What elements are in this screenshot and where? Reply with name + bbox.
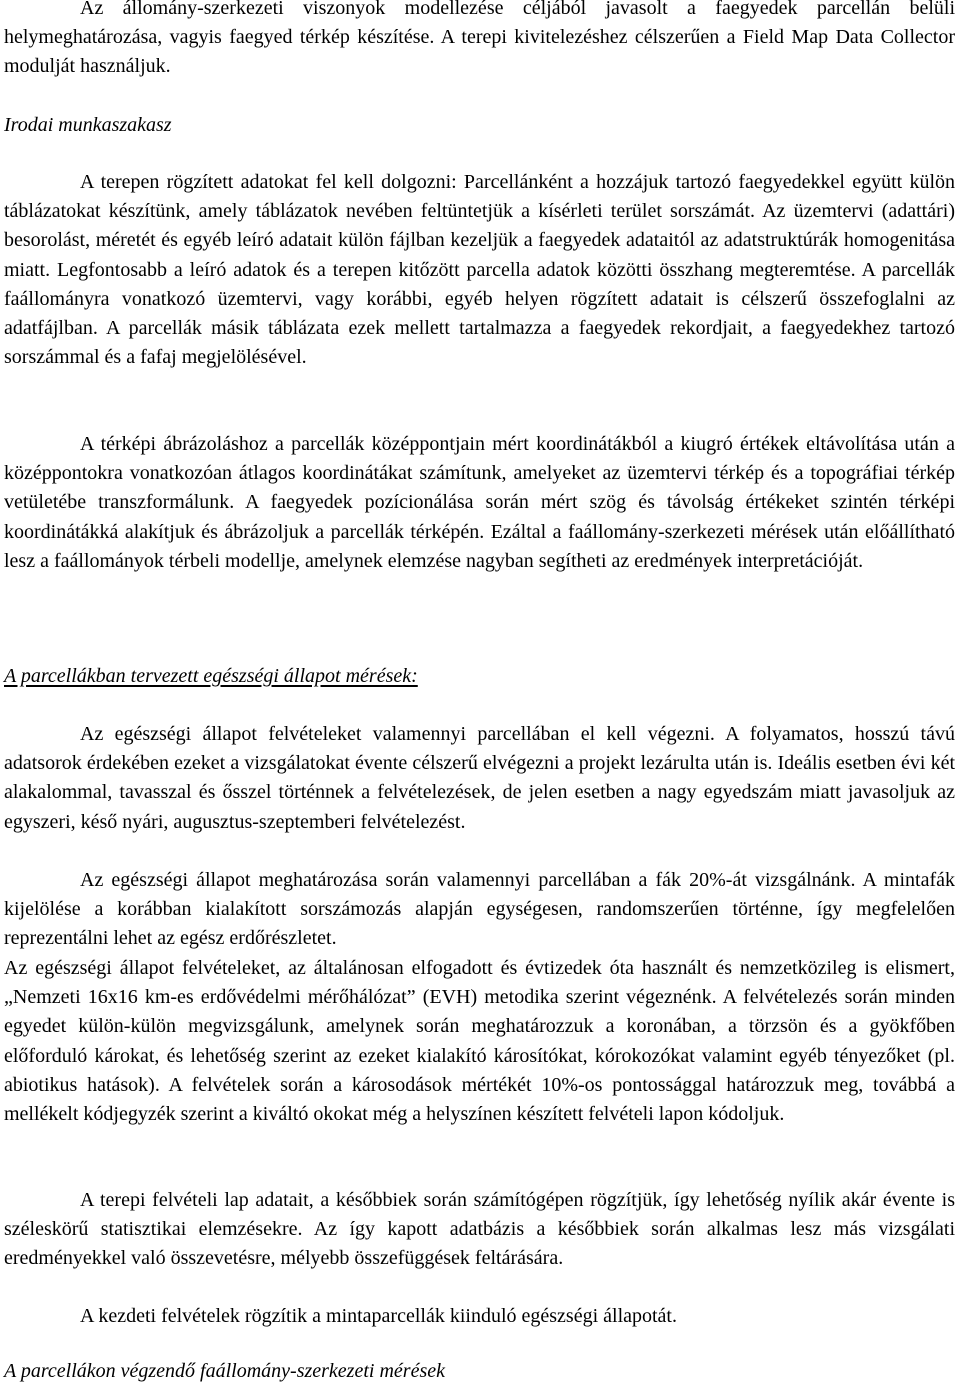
office-paragraph-2: A térképi ábrázoláshoz a parcellák középpontjain mért koordinátákból a kiugró értékek eltávolítása után a középpontokra vonatkozóan átlagos koordinátákat számítunk, amelyeket az üzemtervi térkép és a topográfiai térkép vetületébe transzformálunk. A faegyedek pozícionálása során mért szög és távolság értékeket szintén térképi koordinátákká alakítjuk és ábrázoljuk a parcellák térképén. Ezáltal a faállomány-szerkezeti mérések után előállítható lesz a faállományok térbeli modellje, amelynek elemzése nagyban segítheti az eredmények interpretációját.: [4, 433, 955, 572]
health-paragraph-4: A terepi felvételi lap adatait, a későbbiek során számítógépen rögzítjük, így lehetőség nyílik akár évente is széleskörű statisztikai elemzésekre. Az így kapott adatbázis a későbbiek során alkalmas lesz más vizsgálati eredményekkel való összevetésre, mélyebb összefüggések feltárására.: [4, 1189, 955, 1270]
health-section-heading: A parcellákban tervezett egészségi állapot mérések:: [4, 665, 418, 687]
office-paragraph-1: A terepen rögzített adatokat fel kell dolgozni: Parcellánként a hozzájuk tartozó faegyedekkel együtt külön táblázatokat készítünk, amely táblázatok nevében feltüntetjük a kísérleti terület sorszámát. Az üzemtervi (adattári) besorolást, méretét és egyéb leíró adatait külön fájlban kezeljük a faegyedek adataitól az adatstruktúrák homogenitása miatt. Legfontosabb a leíró adatok és a terepen kitőzött parcella adatok közötti összhang megteremtése. A parcellák faállományra vonatkozó üzemtervi, vagy korábbi, egyéb helyen rögzített adatait is célszerű összefoglalni az adatfájlban. A parcellák másik táblázata ezek mellett tartalmazza a faegyedek rekordjait, a faegyedekhez tartozó sorszámmal és a fafaj megjelölésével.: [4, 171, 955, 369]
health-paragraph-3: Az egészségi állapot felvételeket, az általánosan elfogadott és évtizedek óta használt és nemzetközileg is elismert, „Nemzeti 16x16 km-es erdővédelmi mérőhálózat” (EVH) metodika szerint végeznénk. A felvételezés során minden egyedet külön-külön megvizsgálunk, amelynek során meghatározzuk a koronában, a törzsön és a gyökfőben előforduló károkat, és lehetőség szerint az ezeket kialakító károsítókat, kórokozókat valamint egyéb tényezőket (pl. abiotikus hatások). A felvételek során a károsodások mértékét 10%-os pontossággal határozzuk meg, továbbá a mellékelt kódjegyzék szerint a kiváltó okokat még a helyszínen készített felvételi lapon kódoljuk.: [4, 957, 955, 1126]
stand-structure-heading: A parcellákon végzendő faállomány-szerkezeti mérések: [4, 1360, 445, 1382]
health-paragraph-5: A kezdeti felvételek rögzítik a mintaparcellák kiinduló egészségi állapotát.: [80, 1305, 677, 1327]
health-paragraph-2: Az egészségi állapot meghatározása során valamennyi parcellában a fák 20%-át vizsgálnánk. A mintafák kijelölése a korábban kialakított sorszámozás alapján egységesen, randomszerűen történne, így megfelelően reprezentálni lehet az egész erdőrészletet.: [4, 869, 955, 950]
health-paragraph-1: Az egészségi állapot felvételeket valamennyi parcellában el kell végezni. A folyamatos, hosszú távú adatsorok érdekében ezeket a vizsgálatokat évente célszerű elvégezni a projekt lezárulta után is. Ideális esetben évi két alakalommal, tavasszal és ősszel történnek a felvételezések, de jelen esetben a nagy egyedszám miatt javasoljuk az egyszeri, késő nyári, augusztus-szeptemberi felvételezést.: [4, 723, 955, 833]
intro-paragraph: Az állomány-szerkezeti viszonyok modellezése céljából javasolt a faegyedek parcellán belüli helymeghatározása, vagyis faegyed térkép készítése. A terepi kivitelezéshez célszerűen a Field Map Data Collector modulját használjuk.: [4, 0, 955, 78]
office-section-heading: Irodai munkaszakasz: [4, 114, 172, 136]
